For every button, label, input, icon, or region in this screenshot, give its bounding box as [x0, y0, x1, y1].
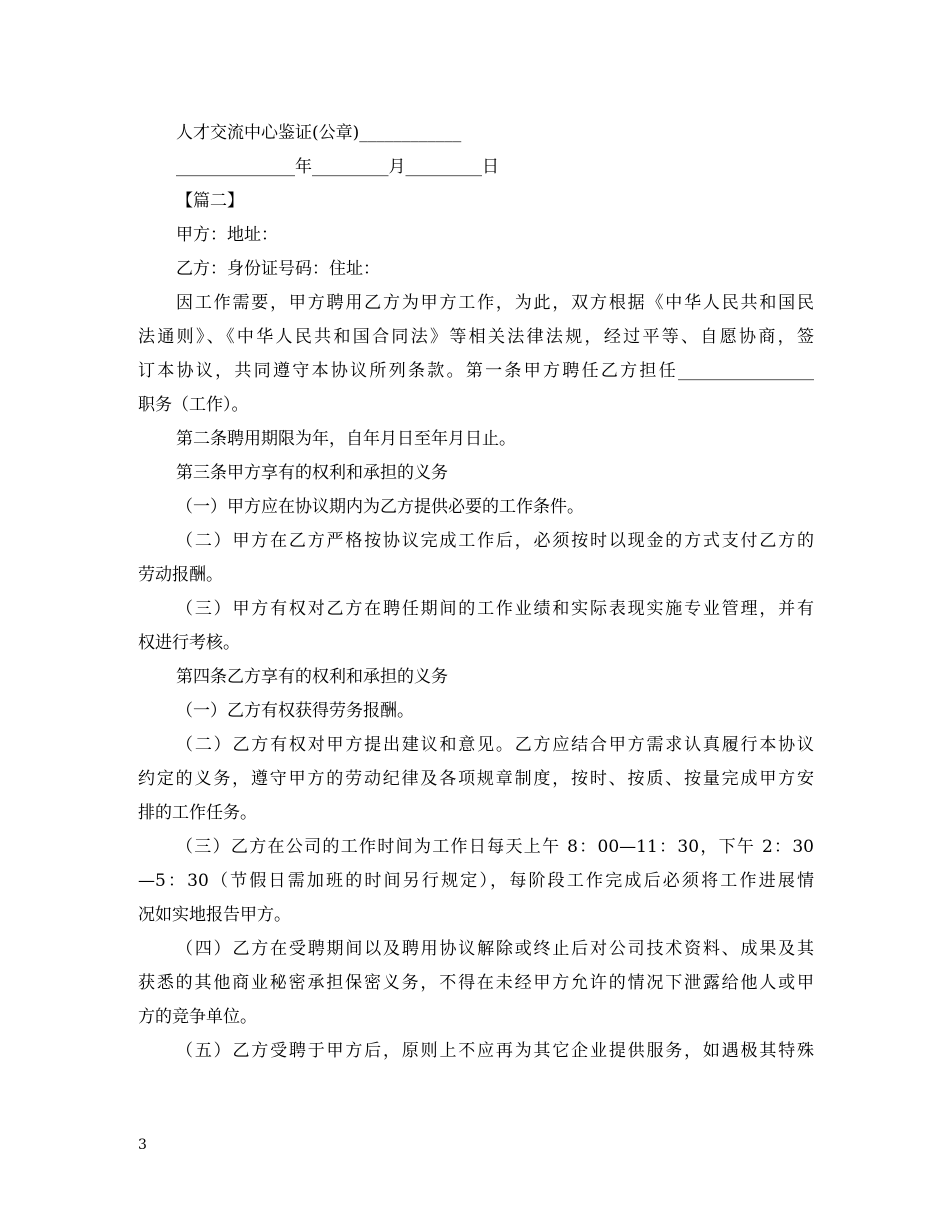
certification-line: 人才交流中心鉴证(公章)____________ — [176, 123, 462, 143]
clause-line: 况如实地报告甲方。 — [138, 905, 291, 925]
article-heading: 第三条甲方享有的权利和承担的义务 — [176, 463, 448, 483]
article-heading: 第四条乙方享有的权利和承担的义务 — [176, 667, 448, 687]
paragraph-line: 订本协议，共同遵守本协议所列条款。第一条甲方聘任乙方担任________________ — [138, 361, 814, 381]
clause-line: （三）乙方在公司的工作时间为工作日每天上午 8：00—11：30，下午 2：30 — [176, 837, 814, 857]
clause-line: （一）甲方应在协议期内为乙方提供必要的工作条件。 — [176, 497, 584, 517]
clause-line: （一）乙方有权获得劳务报酬。 — [176, 701, 414, 721]
clause-line: —5：30（节假日需加班的时间另行规定），每阶段工作完成后必须将工作进展情 — [138, 871, 814, 891]
section-heading: 【篇二】 — [176, 191, 244, 211]
clause-line: 劳动报酬。 — [138, 565, 223, 585]
clause-line: （四）乙方在受聘期间以及聘用协议解除或终止后对公司技术资料、成果及其 — [176, 939, 814, 959]
party-a-line: 甲方：地址： — [176, 225, 278, 245]
party-b-line: 乙方：身份证号码：住址： — [176, 259, 380, 279]
paragraph-line: 职务（工作）。 — [138, 395, 249, 415]
date-line: ______________年_________月_________日 — [176, 157, 499, 177]
paragraph-line: 法通则》、《中华人民共和国合同法》等相关法律法规，经过平等、自愿协商，签 — [138, 327, 814, 347]
clause-line: （二）甲方在乙方严格按协议完成工作后，必须按时以现金的方式支付乙方的 — [176, 531, 814, 551]
clause-line: （五）乙方受聘于甲方后，原则上不应再为其它企业提供服务，如遇极其特殊 — [176, 1041, 814, 1061]
document-body — [138, 116, 814, 1068]
article-line: 第二条聘用期限为年，自年月日至年月日止。 — [176, 429, 516, 449]
clause-line: 获悉的其他商业秘密承担保密义务，不得在未经甲方允许的情况下泄露给他人或甲 — [138, 973, 814, 993]
clause-line: 排的工作任务。 — [138, 803, 257, 823]
page-number: 3 — [138, 1137, 147, 1153]
paragraph-line: 因工作需要，甲方聘用乙方为甲方工作，为此，双方根据《中华人民共和国民 — [176, 293, 814, 313]
clause-line: 方的竞争单位。 — [138, 1007, 257, 1027]
clause-line: 权进行考核。 — [138, 633, 240, 653]
clause-line: 约定的义务，遵守甲方的劳动纪律及各项规章制度，按时、按质、按量完成甲方安 — [138, 769, 814, 789]
clause-line: （三）甲方有权对乙方在聘任期间的工作业绩和实际表现实施专业管理，并有 — [176, 599, 814, 619]
clause-line: （二）乙方有权对甲方提出建议和意见。乙方应结合甲方需求认真履行本协议 — [176, 735, 814, 755]
